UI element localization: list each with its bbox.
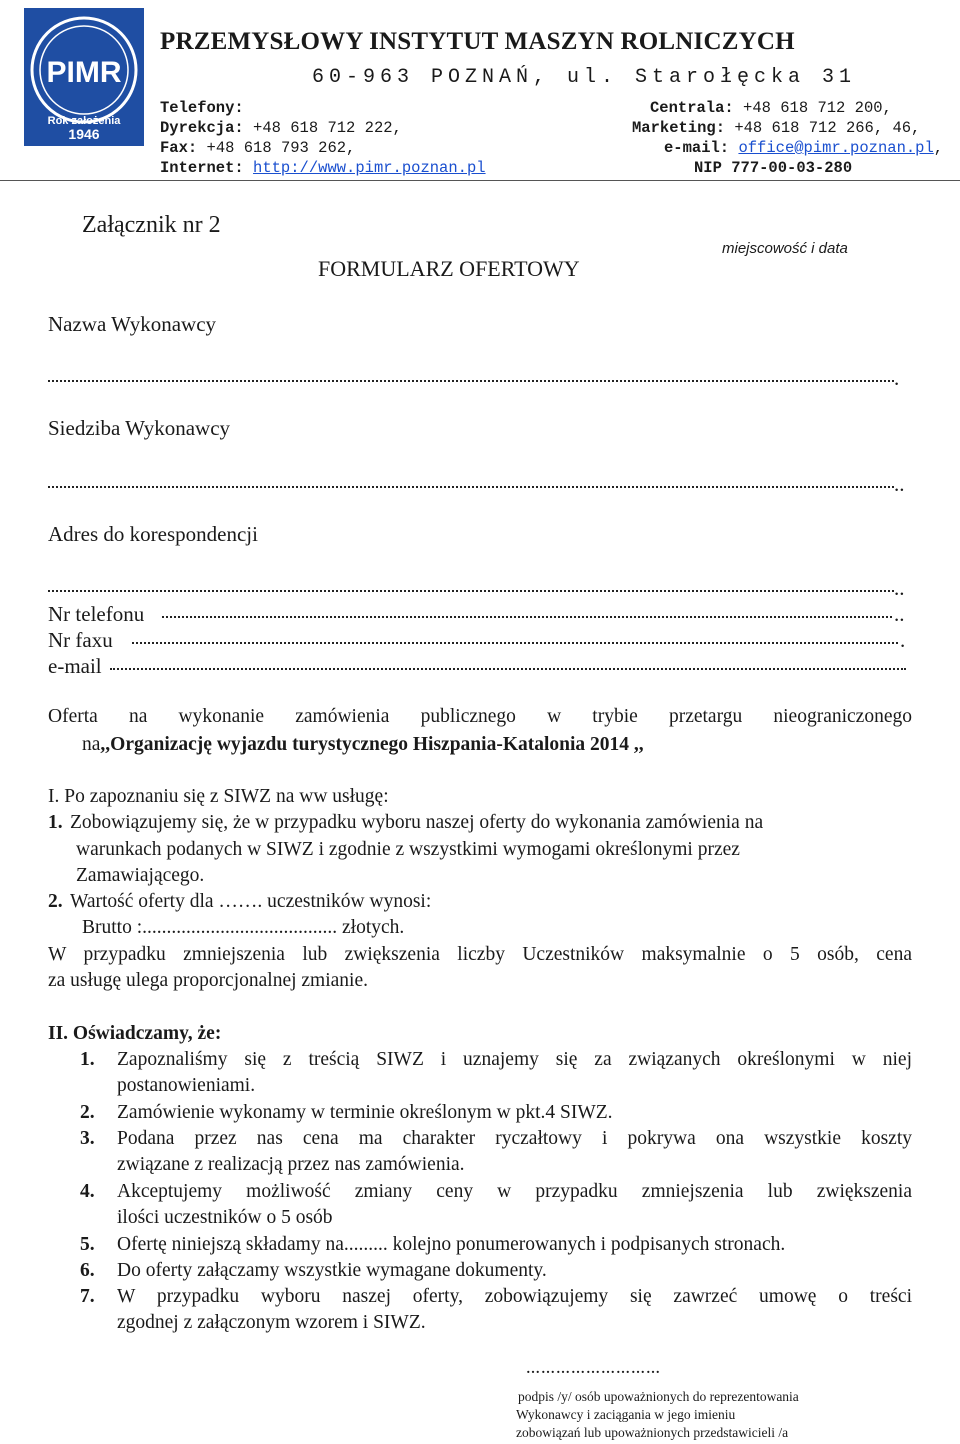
- statement-6-line1: Do oferty załączamy wszystkie wymagane dokumenty.: [117, 1260, 547, 1281]
- directorate-line: Dyrekcja: +48 618 712 222,: [160, 119, 402, 137]
- offer-intro-line1: Oferta na wykonanie zamówienia publicznego w trybie przetargu nieograniczonego: [48, 706, 912, 727]
- section1-item1-number: 1.: [48, 812, 63, 833]
- annex-title: Załącznik nr 2: [82, 212, 221, 238]
- section2-heading: II. Oświadczamy, że:: [48, 1023, 222, 1044]
- signature-caption-line3: zobowiązań lub upoważnionych przedstawicieli /a: [516, 1425, 789, 1440]
- pimr-logo: [24, 8, 144, 146]
- header-divider: [0, 180, 960, 181]
- statement-4-number: 4.: [80, 1181, 95, 1202]
- statement-7-line1: W przypadku wyboru naszej oferty, zobowiązujemy się zawrzeć umowę o treści: [117, 1286, 912, 1307]
- section1-heading: I. Po zapoznaniu się z SIWZ na ww usługę:: [48, 786, 389, 807]
- section1-item2-text: Wartość oferty dla ……. uczestników wynosi:: [70, 891, 432, 912]
- section1-item1-line2: warunkach podanych w SIWZ i zgodnie z wszystkimi wymogami określonymi przez: [76, 839, 740, 860]
- statement-1-line1: Zapoznaliśmy się z treścią SIWZ i uznajemy się za związanych określonymi w niej: [117, 1049, 912, 1070]
- section1-item1-line3: Zamawiającego.: [76, 865, 205, 886]
- statement-7-number: 7.: [80, 1286, 95, 1307]
- statement-7-line2: zgodnej z załączonym wzorem i SIWZ.: [117, 1312, 426, 1333]
- email-link[interactable]: office@pimr.poznan.pl: [738, 139, 934, 157]
- offer-intro-line2: na,,Organizację wyjazdu turystycznego Hiszpania-Katalonia 2014 ,,: [82, 734, 644, 755]
- section1-item1-line1: Zobowiązujemy się, że w przypadku wyboru naszej oferty do wykonania zamówienia na: [70, 812, 764, 833]
- address-end: ..: [894, 576, 905, 600]
- internet-line: Internet: http://www.pimr.poznan.pl: [160, 159, 486, 177]
- statement-5-number: 5.: [80, 1234, 95, 1255]
- gross-value-line: Brutto :........................................ złotych.: [82, 917, 405, 938]
- phone-end: ..: [894, 602, 905, 626]
- email-line: e-mail: office@pimr.poznan.pl,: [664, 139, 944, 157]
- email-field[interactable]: [110, 662, 906, 670]
- email-label: e-mail: [48, 654, 102, 678]
- phone-field[interactable]: [162, 610, 892, 618]
- statement-1-number: 1.: [80, 1049, 95, 1070]
- place-date-label: miejscowość i data: [722, 240, 848, 257]
- statement-4-line2: ilości uczestników o 5 osób: [117, 1207, 333, 1228]
- offer-subject: ,,Organizację wyjazdu turystycznego Hiszpania-Katalonia 2014 ,,: [100, 734, 644, 755]
- signature-caption-line2: Wykonawcy i zaciągania w jego imieniu: [516, 1407, 736, 1422]
- form-title: FORMULARZ OFERTOWY: [318, 256, 580, 281]
- statement-6-number: 6.: [80, 1260, 95, 1281]
- phones-label: Telefony:: [160, 99, 244, 117]
- seat-label: Siedziba Wykonawcy: [48, 416, 231, 440]
- seat-field[interactable]: [48, 480, 894, 488]
- statement-5-line1: Ofertę niniejszą składamy na......... kolejno ponumerowanych i podpisanych stronach.: [117, 1234, 786, 1255]
- nip-line: NIP 777-00-03-280: [694, 159, 853, 177]
- statement-2-number: 2.: [80, 1102, 95, 1123]
- statement-3-line1: Podana przez nas cena ma charakter ryczałtowy i pokrywa ona wszystkie koszty: [117, 1128, 912, 1149]
- institute-address: 60-963 POZNAŃ, ul. Starołęcka 31: [312, 66, 857, 89]
- fax-end: .: [900, 628, 906, 652]
- address-label: Adres do korespondencji: [48, 522, 258, 546]
- marketing-line: Marketing: +48 618 712 266, 46,: [632, 119, 921, 137]
- fax-line: Fax: +48 618 793 262,: [160, 139, 356, 157]
- section1-note-line1: W przypadku zmniejszenia lub zwiększenia liczby Uczestników maksymalnie o 5 osób, cena: [48, 944, 912, 965]
- logo-text: PIMR: [46, 56, 122, 89]
- contractor-name-end: .: [894, 366, 900, 390]
- statement-1-line2: postanowieniami.: [117, 1075, 256, 1096]
- section1-note-line2: za usługę ulega proporcjonalnej zmianie.: [48, 970, 368, 991]
- institute-name: PRZEMYSŁOWY INSTYTUT MASZYN ROLNICZYCH: [160, 28, 795, 55]
- section1-item2-number: 2.: [48, 891, 63, 912]
- seat-end: ..: [894, 472, 905, 496]
- contractor-name-field[interactable]: [48, 374, 894, 382]
- fax-field[interactable]: [132, 636, 898, 644]
- statement-3-line2: związane z realizacją przez nas zamówienia.: [117, 1154, 465, 1175]
- address-field[interactable]: [48, 584, 894, 592]
- statement-4-line1: Akceptujemy możliwość zmiany ceny w przypadku zmniejszenia lub zwiększenia: [117, 1181, 912, 1202]
- website-link[interactable]: http://www.pimr.poznan.pl: [253, 159, 486, 177]
- contractor-name-label: Nazwa Wykonawcy: [48, 312, 217, 336]
- fax-label: Nr faxu: [48, 628, 113, 652]
- phone-label: Nr telefonu: [48, 602, 145, 626]
- statement-2-line1: Zamówienie wykonamy w terminie określonym w pkt.4 SIWZ.: [117, 1102, 613, 1123]
- logo-founded-label: Rok założenia: [47, 115, 121, 127]
- statement-3-number: 3.: [80, 1128, 95, 1149]
- central-line: Centrala: +48 618 712 200,: [650, 99, 892, 117]
- signature-caption-line1: podpis /y/ osób upoważnionych do reprezentowania: [518, 1389, 799, 1404]
- signature-dots: ………………………: [526, 1362, 661, 1377]
- logo-founded-year: 1946: [68, 126, 100, 142]
